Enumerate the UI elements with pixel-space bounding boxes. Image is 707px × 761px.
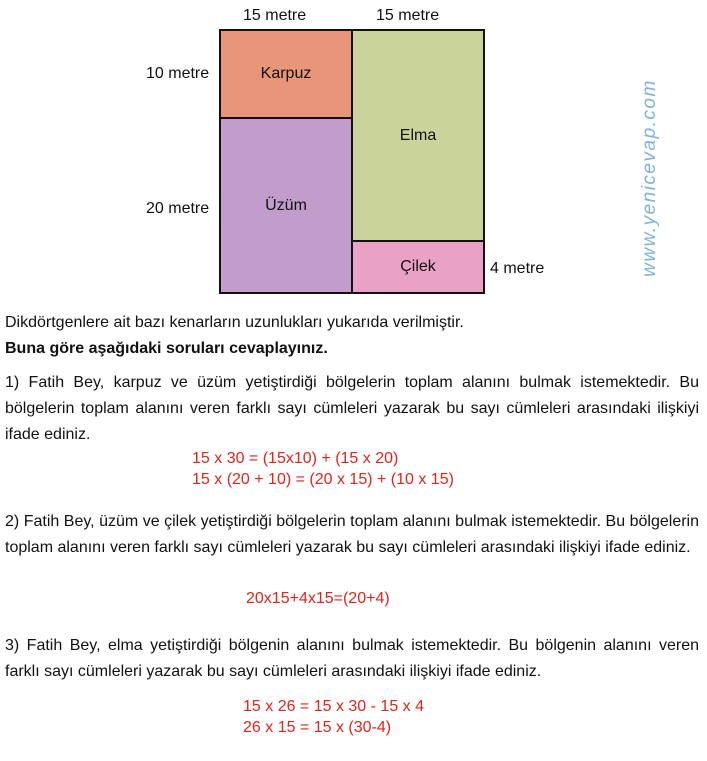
question-3: 3) Fatih Bey, elma yetiştirdiği bölgenin alanını bulmak istemektedir. Bu bölgenin alanını veren farklı sayı cümleleri yazarak bu sayı cümleleri arasındaki ilişkiyi ifade ediniz. [5,637,699,680]
watermark-text: www.yenicevap.com [639,79,660,277]
region-uzum-label: Üzüm [265,196,307,214]
question-1: 1) Fatih Bey, karpuz ve üzüm yetiştirdiği bölgelerin toplam alanını bulmak istemektedir. Bu bölgelerin toplam alanını veren farklı sayı cümleleri yazarak bu sayı cümleleri arasındaki ilişkiyi ifade ediniz. [5,374,699,443]
region-cilek [351,240,485,294]
region-uzum [219,117,353,294]
region-karpuz-label: Karpuz [260,65,312,82]
region-cilek-label: Çilek [400,258,436,275]
q1-answer-1: 15 x 30 = (15x10) + (15 x 20) [192,450,399,467]
uzum-height-label: 20 metre [146,200,210,217]
cilek-height-label: 4 metre [490,260,545,277]
q3-answer-2: 26 x 15 = 15 x (30-4) [243,719,392,736]
top-width-label-left: 15 metre [243,7,307,24]
question-2: 2) Fatih Bey, üzüm ve çilek yetiştirdiği bölgelerin toplam alanını bulmak istemektedir. Bu bölgelerin toplam alanını veren farklı sayı cümleleri yazarak bu sayı cümleleri arasındaki ilişkiyi ifade ediniz. [5,513,699,556]
region-elma [351,29,485,242]
instruction-heading: Buna göre aşağıdaki soruları cevaplayınız. [5,340,328,357]
karpuz-height-label: 10 metre [146,65,210,82]
intro-text: Dikdörtgenlere ait bazı kenarların uzunlukları yukarıda verilmiştir. [5,314,464,331]
q3-answer-1: 15 x 26 = 15 x 30 - 15 x 4 [243,698,425,715]
q2-answer-1: 20x15+4x15=(20+4) [246,590,390,607]
q1-answer-2: 15 x (20 + 10) = (20 x 15) + (10 x 15) [192,471,454,488]
region-elma-label: Elma [399,126,437,144]
region-karpuz [219,29,353,119]
top-width-label-right: 15 metre [376,7,440,24]
